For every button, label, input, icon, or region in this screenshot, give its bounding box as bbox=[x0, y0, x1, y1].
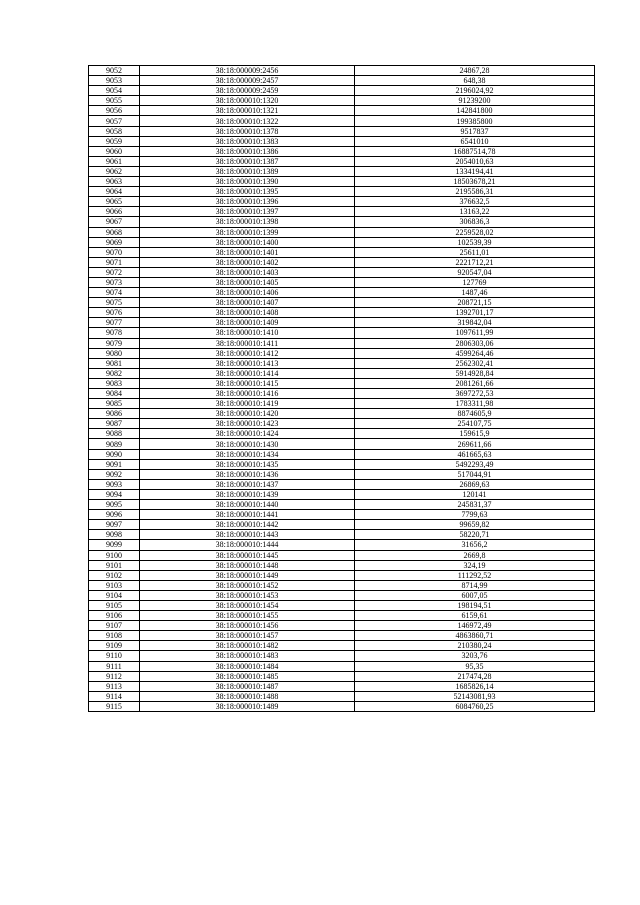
value-cell: 1783311,98 bbox=[355, 399, 595, 409]
table-row bbox=[89, 328, 595, 338]
cadastral-number-cell: 38:18:000010:1407 bbox=[140, 298, 355, 308]
cadastral-number-cell: 38:18:000010:1415 bbox=[140, 378, 355, 388]
row-number-cell: 9052 bbox=[89, 66, 140, 76]
value-cell: 6159,61 bbox=[355, 611, 595, 621]
table-row bbox=[89, 389, 595, 399]
table-row bbox=[89, 580, 595, 590]
value-cell: 111292,52 bbox=[355, 570, 595, 580]
value-cell: 376632,5 bbox=[355, 197, 595, 207]
table-row bbox=[89, 590, 595, 600]
value-cell: 2081261,66 bbox=[355, 378, 595, 388]
cadastral-number-cell: 38:18:000010:1398 bbox=[140, 217, 355, 227]
row-number-cell: 9113 bbox=[89, 681, 140, 691]
table-row bbox=[89, 116, 595, 126]
row-number-cell: 9061 bbox=[89, 156, 140, 166]
row-number-cell: 9094 bbox=[89, 489, 140, 499]
value-cell: 127769 bbox=[355, 277, 595, 287]
row-number-cell: 9082 bbox=[89, 368, 140, 378]
row-number-cell: 9070 bbox=[89, 247, 140, 257]
cadastral-number-cell: 38:18:000010:1402 bbox=[140, 257, 355, 267]
row-number-cell: 9109 bbox=[89, 641, 140, 651]
value-cell: 8714,99 bbox=[355, 580, 595, 590]
value-cell: 9517837 bbox=[355, 126, 595, 136]
cadastral-number-cell: 38:18:000010:1489 bbox=[140, 701, 355, 711]
row-number-cell: 9100 bbox=[89, 550, 140, 560]
cadastral-number-cell: 38:18:000010:1396 bbox=[140, 197, 355, 207]
value-cell: 2669,8 bbox=[355, 550, 595, 560]
value-cell: 920547,04 bbox=[355, 267, 595, 277]
row-number-cell: 9065 bbox=[89, 197, 140, 207]
row-number-cell: 9099 bbox=[89, 540, 140, 550]
table-row bbox=[89, 560, 595, 570]
cadastral-number-cell: 38:18:000010:1414 bbox=[140, 368, 355, 378]
table-row bbox=[89, 197, 595, 207]
value-cell: 4863860,71 bbox=[355, 631, 595, 641]
cadastral-number-cell: 38:18:000010:1410 bbox=[140, 328, 355, 338]
value-cell: 2562302,41 bbox=[355, 358, 595, 368]
table-row bbox=[89, 308, 595, 318]
table-row bbox=[89, 520, 595, 530]
table-row bbox=[89, 671, 595, 681]
row-number-cell: 9069 bbox=[89, 237, 140, 247]
row-number-cell: 9084 bbox=[89, 389, 140, 399]
value-cell: 4599264,46 bbox=[355, 348, 595, 358]
cadastral-number-cell: 38:18:000010:1439 bbox=[140, 489, 355, 499]
cadastral-number-cell: 38:18:000010:1387 bbox=[140, 156, 355, 166]
row-number-cell: 9110 bbox=[89, 651, 140, 661]
table-row bbox=[89, 318, 595, 328]
table-body bbox=[89, 66, 595, 712]
table-row bbox=[89, 500, 595, 510]
table-row bbox=[89, 207, 595, 217]
cadastral-number-cell: 38:18:000010:1437 bbox=[140, 479, 355, 489]
value-cell: 25611,01 bbox=[355, 247, 595, 257]
value-cell: 95,35 bbox=[355, 661, 595, 671]
table-row bbox=[89, 489, 595, 499]
value-cell: 120141 bbox=[355, 489, 595, 499]
table-row bbox=[89, 277, 595, 287]
row-number-cell: 9077 bbox=[89, 318, 140, 328]
cadastral-number-cell: 38:18:000010:1413 bbox=[140, 358, 355, 368]
table-row bbox=[89, 530, 595, 540]
cadastral-number-cell: 38:18:000010:1485 bbox=[140, 671, 355, 681]
value-cell: 142841800 bbox=[355, 106, 595, 116]
cadastral-value-table bbox=[88, 65, 595, 712]
table-row bbox=[89, 409, 595, 419]
value-cell: 146972,49 bbox=[355, 621, 595, 631]
cadastral-number-cell: 38:18:000010:1452 bbox=[140, 580, 355, 590]
row-number-cell: 9054 bbox=[89, 86, 140, 96]
cadastral-number-cell: 38:18:000010:1482 bbox=[140, 641, 355, 651]
cadastral-number-cell: 38:18:000010:1399 bbox=[140, 227, 355, 237]
value-cell: 5492293,49 bbox=[355, 459, 595, 469]
table-row bbox=[89, 106, 595, 116]
row-number-cell: 9053 bbox=[89, 76, 140, 86]
row-number-cell: 9058 bbox=[89, 126, 140, 136]
cadastral-number-cell: 38:18:000010:1389 bbox=[140, 166, 355, 176]
cadastral-number-cell: 38:18:000010:1411 bbox=[140, 338, 355, 348]
value-cell: 648,38 bbox=[355, 76, 595, 86]
cadastral-number-cell: 38:18:000010:1419 bbox=[140, 399, 355, 409]
table-row bbox=[89, 469, 595, 479]
value-cell: 13163,22 bbox=[355, 207, 595, 217]
row-number-cell: 9063 bbox=[89, 177, 140, 187]
value-cell: 24867,28 bbox=[355, 66, 595, 76]
row-number-cell: 9093 bbox=[89, 479, 140, 489]
row-number-cell: 9073 bbox=[89, 277, 140, 287]
cadastral-number-cell: 38:18:000010:1424 bbox=[140, 429, 355, 439]
table-row bbox=[89, 267, 595, 277]
value-cell: 2259528,02 bbox=[355, 227, 595, 237]
row-number-cell: 9075 bbox=[89, 298, 140, 308]
table-row bbox=[89, 550, 595, 560]
row-number-cell: 9057 bbox=[89, 116, 140, 126]
table-row bbox=[89, 338, 595, 348]
table-row bbox=[89, 399, 595, 409]
value-cell: 6084760,25 bbox=[355, 701, 595, 711]
value-cell: 1097611,99 bbox=[355, 328, 595, 338]
value-cell: 1685826,14 bbox=[355, 681, 595, 691]
table-row bbox=[89, 641, 595, 651]
cadastral-number-cell: 38:18:000010:1406 bbox=[140, 288, 355, 298]
row-number-cell: 9106 bbox=[89, 611, 140, 621]
table-row bbox=[89, 166, 595, 176]
table-row bbox=[89, 136, 595, 146]
cadastral-number-cell: 38:18:000010:1397 bbox=[140, 207, 355, 217]
value-cell: 5914928,84 bbox=[355, 368, 595, 378]
cadastral-number-cell: 38:18:000009:2459 bbox=[140, 86, 355, 96]
table-row bbox=[89, 177, 595, 187]
value-cell: 58220,71 bbox=[355, 530, 595, 540]
cadastral-number-cell: 38:18:000010:1322 bbox=[140, 116, 355, 126]
cadastral-number-cell: 38:18:000010:1441 bbox=[140, 510, 355, 520]
table-row bbox=[89, 479, 595, 489]
row-number-cell: 9086 bbox=[89, 409, 140, 419]
value-cell: 245831,37 bbox=[355, 500, 595, 510]
table-row bbox=[89, 429, 595, 439]
cadastral-number-cell: 38:18:000010:1448 bbox=[140, 560, 355, 570]
cadastral-number-cell: 38:18:000010:1434 bbox=[140, 449, 355, 459]
row-number-cell: 9085 bbox=[89, 399, 140, 409]
value-cell: 16887514,78 bbox=[355, 146, 595, 156]
table-row bbox=[89, 96, 595, 106]
row-number-cell: 9114 bbox=[89, 691, 140, 701]
cadastral-number-cell: 38:18:000010:1395 bbox=[140, 187, 355, 197]
value-cell: 99659,82 bbox=[355, 520, 595, 530]
table-row bbox=[89, 358, 595, 368]
table-row bbox=[89, 661, 595, 671]
table-row bbox=[89, 459, 595, 469]
cadastral-number-cell: 38:18:000010:1321 bbox=[140, 106, 355, 116]
row-number-cell: 9083 bbox=[89, 378, 140, 388]
table-row bbox=[89, 126, 595, 136]
table-row bbox=[89, 156, 595, 166]
row-number-cell: 9066 bbox=[89, 207, 140, 217]
row-number-cell: 9076 bbox=[89, 308, 140, 318]
value-cell: 8874605,9 bbox=[355, 409, 595, 419]
cadastral-number-cell: 38:18:000010:1483 bbox=[140, 651, 355, 661]
table-row bbox=[89, 631, 595, 641]
cadastral-number-cell: 38:18:000010:1487 bbox=[140, 681, 355, 691]
row-number-cell: 9102 bbox=[89, 570, 140, 580]
row-number-cell: 9101 bbox=[89, 560, 140, 570]
row-number-cell: 9103 bbox=[89, 580, 140, 590]
cadastral-number-cell: 38:18:000010:1436 bbox=[140, 469, 355, 479]
row-number-cell: 9062 bbox=[89, 166, 140, 176]
row-number-cell: 9108 bbox=[89, 631, 140, 641]
value-cell: 269611,66 bbox=[355, 439, 595, 449]
value-cell: 102539,39 bbox=[355, 237, 595, 247]
table-row bbox=[89, 227, 595, 237]
row-number-cell: 9098 bbox=[89, 530, 140, 540]
cadastral-number-cell: 38:18:000010:1400 bbox=[140, 237, 355, 247]
cadastral-number-cell: 38:18:000010:1383 bbox=[140, 136, 355, 146]
value-cell: 26869,63 bbox=[355, 479, 595, 489]
row-number-cell: 9104 bbox=[89, 590, 140, 600]
value-cell: 1334194,41 bbox=[355, 166, 595, 176]
value-cell: 2196024,92 bbox=[355, 86, 595, 96]
row-number-cell: 9096 bbox=[89, 510, 140, 520]
table-row bbox=[89, 701, 595, 711]
value-cell: 7799,63 bbox=[355, 510, 595, 520]
cadastral-number-cell: 38:18:000010:1453 bbox=[140, 590, 355, 600]
row-number-cell: 9091 bbox=[89, 459, 140, 469]
row-number-cell: 9059 bbox=[89, 136, 140, 146]
table-row bbox=[89, 600, 595, 610]
cadastral-number-cell: 38:18:000010:1455 bbox=[140, 611, 355, 621]
row-number-cell: 9074 bbox=[89, 288, 140, 298]
table-row bbox=[89, 691, 595, 701]
value-cell: 6541010 bbox=[355, 136, 595, 146]
cadastral-number-cell: 38:18:000010:1454 bbox=[140, 600, 355, 610]
value-cell: 319842,04 bbox=[355, 318, 595, 328]
value-cell: 1487,46 bbox=[355, 288, 595, 298]
value-cell: 3203,76 bbox=[355, 651, 595, 661]
row-number-cell: 9105 bbox=[89, 600, 140, 610]
cadastral-number-cell: 38:18:000010:1484 bbox=[140, 661, 355, 671]
cadastral-number-cell: 38:18:000010:1416 bbox=[140, 389, 355, 399]
table-row bbox=[89, 76, 595, 86]
value-cell: 2806303,06 bbox=[355, 338, 595, 348]
value-cell: 2054010,63 bbox=[355, 156, 595, 166]
value-cell: 210380,24 bbox=[355, 641, 595, 651]
table-row bbox=[89, 449, 595, 459]
value-cell: 3697272,53 bbox=[355, 389, 595, 399]
cadastral-number-cell: 38:18:000010:1449 bbox=[140, 570, 355, 580]
table-row bbox=[89, 419, 595, 429]
value-cell: 199385800 bbox=[355, 116, 595, 126]
table-row bbox=[89, 288, 595, 298]
cadastral-number-cell: 38:18:000010:1405 bbox=[140, 277, 355, 287]
cadastral-number-cell: 38:18:000010:1378 bbox=[140, 126, 355, 136]
table-row bbox=[89, 146, 595, 156]
value-cell: 324,19 bbox=[355, 560, 595, 570]
cadastral-number-cell: 38:18:000009:2457 bbox=[140, 76, 355, 86]
table-row bbox=[89, 681, 595, 691]
row-number-cell: 9056 bbox=[89, 106, 140, 116]
value-cell: 91239200 bbox=[355, 96, 595, 106]
row-number-cell: 9072 bbox=[89, 267, 140, 277]
value-cell: 254107,75 bbox=[355, 419, 595, 429]
cadastral-number-cell: 38:18:000010:1401 bbox=[140, 247, 355, 257]
cadastral-number-cell: 38:18:000010:1456 bbox=[140, 621, 355, 631]
table-row bbox=[89, 570, 595, 580]
cadastral-number-cell: 38:18:000010:1445 bbox=[140, 550, 355, 560]
cadastral-number-cell: 38:18:000010:1408 bbox=[140, 308, 355, 318]
table-row bbox=[89, 368, 595, 378]
row-number-cell: 9068 bbox=[89, 227, 140, 237]
value-cell: 198194,51 bbox=[355, 600, 595, 610]
cadastral-number-cell: 38:18:000010:1430 bbox=[140, 439, 355, 449]
table-row bbox=[89, 187, 595, 197]
table-row bbox=[89, 378, 595, 388]
row-number-cell: 9115 bbox=[89, 701, 140, 711]
cadastral-number-cell: 38:18:000010:1444 bbox=[140, 540, 355, 550]
table-row bbox=[89, 621, 595, 631]
row-number-cell: 9097 bbox=[89, 520, 140, 530]
value-cell: 306836,3 bbox=[355, 217, 595, 227]
table-row bbox=[89, 540, 595, 550]
table-row bbox=[89, 348, 595, 358]
value-cell: 1392701,17 bbox=[355, 308, 595, 318]
row-number-cell: 9060 bbox=[89, 146, 140, 156]
table-row bbox=[89, 298, 595, 308]
row-number-cell: 9111 bbox=[89, 661, 140, 671]
row-number-cell: 9080 bbox=[89, 348, 140, 358]
value-cell: 31656,2 bbox=[355, 540, 595, 550]
row-number-cell: 9107 bbox=[89, 621, 140, 631]
row-number-cell: 9088 bbox=[89, 429, 140, 439]
value-cell: 52143081,93 bbox=[355, 691, 595, 701]
row-number-cell: 9064 bbox=[89, 187, 140, 197]
row-number-cell: 9089 bbox=[89, 439, 140, 449]
row-number-cell: 9071 bbox=[89, 257, 140, 267]
value-cell: 208721,15 bbox=[355, 298, 595, 308]
table-row bbox=[89, 611, 595, 621]
cadastral-number-cell: 38:18:000010:1440 bbox=[140, 500, 355, 510]
table-row bbox=[89, 66, 595, 76]
value-cell: 217474,28 bbox=[355, 671, 595, 681]
cadastral-number-cell: 38:18:000010:1443 bbox=[140, 530, 355, 540]
row-number-cell: 9087 bbox=[89, 419, 140, 429]
cadastral-number-cell: 38:18:000010:1435 bbox=[140, 459, 355, 469]
row-number-cell: 9112 bbox=[89, 671, 140, 681]
table-row bbox=[89, 439, 595, 449]
value-cell: 159615,9 bbox=[355, 429, 595, 439]
cadastral-number-cell: 38:18:000010:1390 bbox=[140, 177, 355, 187]
table-row bbox=[89, 510, 595, 520]
table-row bbox=[89, 247, 595, 257]
row-number-cell: 9079 bbox=[89, 338, 140, 348]
table-row bbox=[89, 237, 595, 247]
value-cell: 6007,05 bbox=[355, 590, 595, 600]
row-number-cell: 9090 bbox=[89, 449, 140, 459]
row-number-cell: 9092 bbox=[89, 469, 140, 479]
row-number-cell: 9078 bbox=[89, 328, 140, 338]
value-cell: 2195586,31 bbox=[355, 187, 595, 197]
cadastral-number-cell: 38:18:000010:1409 bbox=[140, 318, 355, 328]
table-row bbox=[89, 86, 595, 96]
value-cell: 2221712,21 bbox=[355, 257, 595, 267]
row-number-cell: 9095 bbox=[89, 500, 140, 510]
cadastral-number-cell: 38:18:000010:1423 bbox=[140, 419, 355, 429]
value-cell: 517044,91 bbox=[355, 469, 595, 479]
cadastral-number-cell: 38:18:000010:1320 bbox=[140, 96, 355, 106]
table-row bbox=[89, 217, 595, 227]
cadastral-number-cell: 38:18:000010:1488 bbox=[140, 691, 355, 701]
table-row bbox=[89, 257, 595, 267]
cadastral-number-cell: 38:18:000009:2456 bbox=[140, 66, 355, 76]
cadastral-number-cell: 38:18:000010:1386 bbox=[140, 146, 355, 156]
cadastral-number-cell: 38:18:000010:1420 bbox=[140, 409, 355, 419]
row-number-cell: 9067 bbox=[89, 217, 140, 227]
cadastral-number-cell: 38:18:000010:1442 bbox=[140, 520, 355, 530]
cadastral-number-cell: 38:18:000010:1403 bbox=[140, 267, 355, 277]
cadastral-number-cell: 38:18:000010:1457 bbox=[140, 631, 355, 641]
cadastral-number-cell: 38:18:000010:1412 bbox=[140, 348, 355, 358]
table-row bbox=[89, 651, 595, 661]
value-cell: 18503678,21 bbox=[355, 177, 595, 187]
row-number-cell: 9055 bbox=[89, 96, 140, 106]
row-number-cell: 9081 bbox=[89, 358, 140, 368]
value-cell: 461665,63 bbox=[355, 449, 595, 459]
